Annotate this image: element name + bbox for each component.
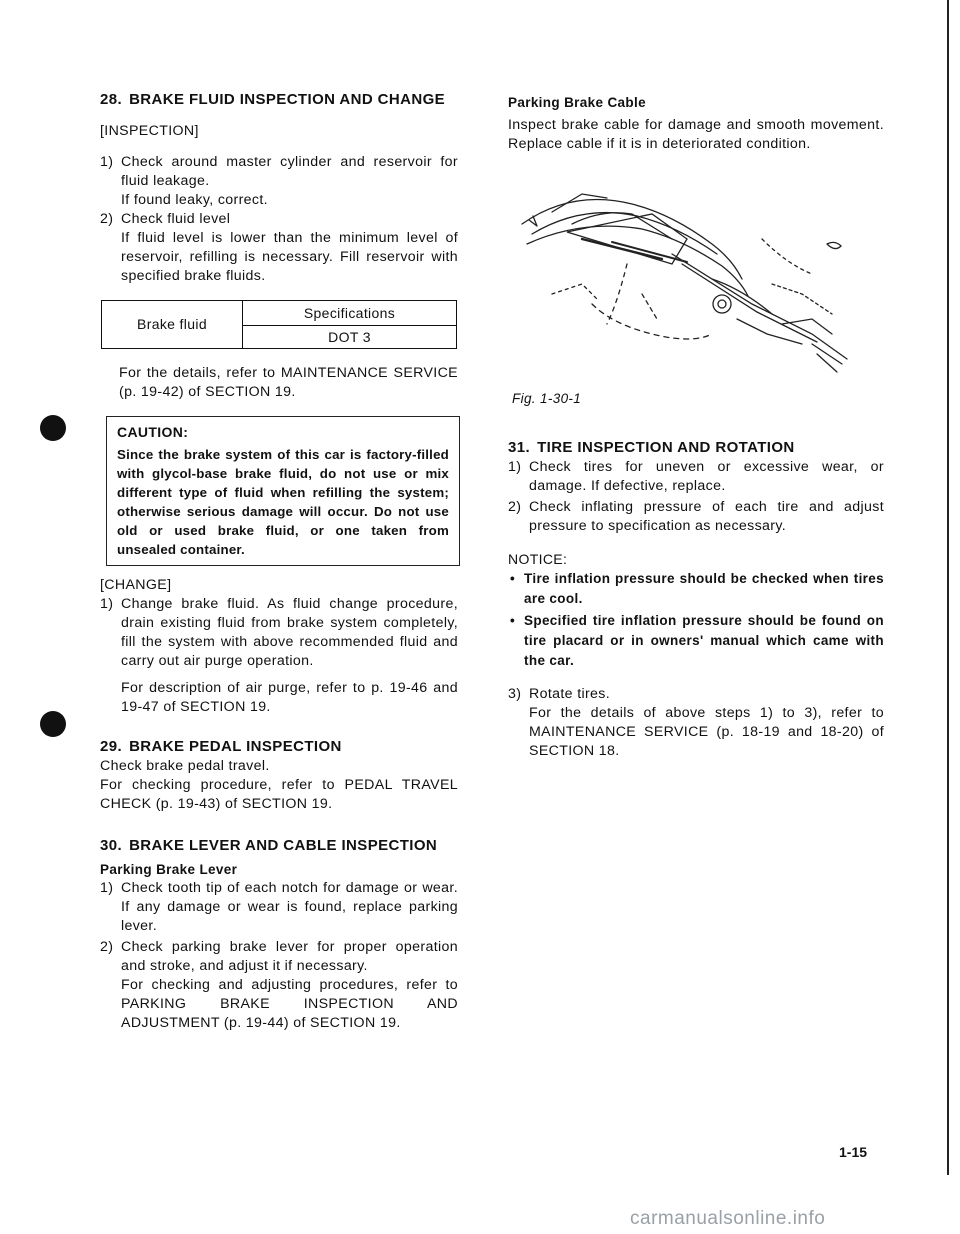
item-number: 1) xyxy=(508,459,522,475)
air-purge-reference: For description of air purge, refer to p. 19-46 and 19-47 of SECTION 19. xyxy=(121,680,458,715)
right-column xyxy=(508,93,884,761)
item-number: 2) xyxy=(100,211,114,227)
change-tag: [CHANGE] xyxy=(100,577,172,593)
page-number: 1-15 xyxy=(839,1144,868,1160)
notice-title: NOTICE: xyxy=(508,551,568,567)
paragraph: Check brake pedal travel. xyxy=(100,758,270,774)
section-title: BRAKE PEDAL INSPECTION xyxy=(129,738,342,755)
spec-header: Specifications xyxy=(243,301,457,326)
item-number: 2) xyxy=(100,939,114,955)
section-number: 28. xyxy=(100,91,123,108)
bullet-icon: • xyxy=(510,613,516,628)
section-29-heading xyxy=(100,737,458,757)
list-item xyxy=(100,938,458,976)
subheading: Parking Brake Lever xyxy=(100,862,238,877)
item-continuation: If fluid level is lower than the minimum level of reservoir, refilling is necessary. Fill reservoir with specified brake fluids. xyxy=(121,230,458,284)
item-text: Check inflating pressure of each tire and adjust pressure to specification as necessary. xyxy=(529,499,884,534)
caution-text: Since the brake system of this car is factory-filled with glycol-base brake fluid, do not use or mix different type of fluid when refilling the system; otherwise serious damage will occur. Do not use old or used brake fluid, or one taken from unsealed container. xyxy=(117,447,449,557)
paragraph: For checking procedure, refer to PEDAL TRAVEL CHECK (p. 19-43) of SECTION 19. xyxy=(100,777,458,812)
notice-bullet xyxy=(508,569,884,609)
parking-brake-cable-figure xyxy=(512,184,872,379)
caution-box xyxy=(106,416,460,566)
left-column xyxy=(100,90,458,1033)
item-continuation: If found leaky, correct. xyxy=(121,192,268,208)
item-number: 2) xyxy=(508,499,522,515)
spec-row-label: Brake fluid xyxy=(102,301,243,349)
item-text: Check tires for uneven or excessive wear, or damage. If defective, replace. xyxy=(529,459,884,494)
inspection-tag: [INSPECTION] xyxy=(100,123,199,139)
item-text: Check parking brake lever for proper operation and stroke, and adjust it if necessary. xyxy=(121,939,458,974)
item-number: 1) xyxy=(100,880,114,896)
item-continuation: For checking and adjusting procedures, refer to PARKING BRAKE INSPECTION AND ADJUSTMENT (p. 19-44) of SECTION 19. xyxy=(121,977,458,1031)
item-text: Check fluid level xyxy=(121,211,231,227)
notice-bullet xyxy=(508,611,884,671)
spec-value: DOT 3 xyxy=(243,326,457,349)
section-title: BRAKE FLUID INSPECTION AND CHANGE xyxy=(129,91,446,108)
item-text: Rotate tires. xyxy=(529,686,611,702)
section-title: TIRE INSPECTION AND ROTATION xyxy=(537,439,795,456)
section-28-heading xyxy=(100,90,458,110)
list-item xyxy=(100,879,458,936)
subheading: Parking Brake Cable xyxy=(508,95,646,110)
item-text: Change brake fluid. As fluid change procedure, drain existing fluid from brake system completely, fill the system with above recommended fluid and carry out air purge operation. xyxy=(121,596,458,669)
section-30-heading xyxy=(100,836,458,856)
list-item xyxy=(100,153,458,191)
notice-text: Tire inflation pressure should be checked when tires are cool. xyxy=(524,571,884,606)
list-item xyxy=(100,595,458,671)
item-number: 1) xyxy=(100,596,114,612)
watermark: carmanualsonline.info xyxy=(630,1208,826,1229)
list-item xyxy=(100,210,458,229)
list-item xyxy=(508,498,884,536)
section-number: 30. xyxy=(100,837,123,854)
item-text: Check around master cylinder and reservoir for fluid leakage. xyxy=(121,154,458,189)
section-31-heading xyxy=(508,438,884,458)
section-title: BRAKE LEVER AND CABLE INSPECTION xyxy=(129,837,438,854)
binder-hole-bottom xyxy=(40,711,66,737)
item-number: 1) xyxy=(100,154,114,170)
paragraph: Inspect brake cable for damage and smooth movement. Replace cable if it is in deteriorated condition. xyxy=(508,117,884,152)
caution-title: CAUTION: xyxy=(117,424,189,440)
section-number: 29. xyxy=(100,738,123,755)
list-item xyxy=(508,685,884,704)
brake-fluid-spec-table xyxy=(101,300,457,349)
section-number: 31. xyxy=(508,439,531,456)
binder-hole-top xyxy=(40,415,66,441)
detail-reference: For the details, refer to MAINTENANCE SERVICE (p. 19-42) of SECTION 19. xyxy=(119,365,458,400)
item-text: Check tooth tip of each notch for damage or wear. If any damage or wear is found, replace parking lever. xyxy=(121,880,458,934)
notice-text: Specified tire inflation pressure should be found on tire placard or in owners' manual which came with the car. xyxy=(524,613,884,668)
item-number: 3) xyxy=(508,686,522,702)
bullet-icon: • xyxy=(510,571,516,586)
figure-caption: Fig. 1-30-1 xyxy=(512,391,582,406)
item-continuation: For the details of above steps 1) to 3), refer to MAINTENANCE SERVICE (p. 18-19 and 18-20) of SECTION 18. xyxy=(529,705,884,759)
list-item xyxy=(508,458,884,496)
page-edge-rule xyxy=(947,0,949,1175)
